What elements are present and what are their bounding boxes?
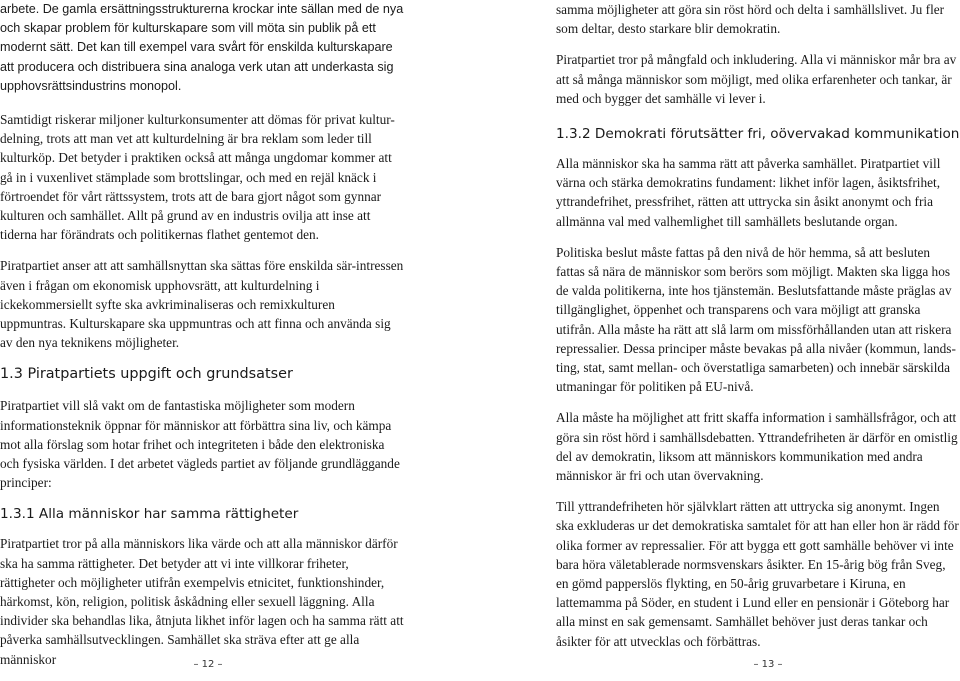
left-page <box>0 0 404 681</box>
left-paragraph-1: arbete. De gamla ersättningsstrukturerna krockar inte sällan med de nya och skapar problem för kulturskapare som vill möta sin publik på ett modernt sätt. Det kan till exempel vara svårt för enskilda kulturskapare att producera och distribuera sina analoga verk utan att underkasta sig upphovsrättsindustrins monopol. <box>0 2 404 93</box>
right-paragraph-2: Piratpartiet tror på mångfald och inkludering. Alla vi människor mår bra av att så många människor som möjligt, med olika erfarenheter och tankar, är med och bygger det samhälle vi lever i. <box>556 52 957 106</box>
right-paragraph-1: samma möjligheter att göra sin röst hörd och delta i samhällslivet. Ju fler som deltar, desto starkare blir demokratin. <box>556 2 945 37</box>
left-paragraph-2 <box>0 110 404 244</box>
page-number-right: – 13 – <box>753 659 783 670</box>
section-heading-1-3: 1.3 Piratpartiets uppgift och grundsatser <box>0 366 293 383</box>
left-paragraph-2b: Det betyder i praktiken också att många ungdomar kommer att gå in i vuxenlivet stämplade som brottslingar, och med en rejäl knäck i förtroendet för vårt rättssystem, trots att de bara gjort något som gynnar kulturen och samhället. Allt på grund av en industris ovilja att inse att tiderna har förändrats och politikernas flathet gentemot den. <box>0 150 392 243</box>
left-paragraph-4: Piratpartiet vill slå vakt om de fantastiska möjligheter som modern informationsteknik öppnar för människor att förbättra sina liv, och kämpa mot alla förslag som hotar frihet och integriteten i både den elektroniska och fysiska världen. I det arbetet vägleds partiet av följande grundläggande principer: <box>0 398 400 491</box>
right-page <box>556 0 960 663</box>
right-paragraph-5: Alla måste ha möjlighet att fritt skaffa information i samhällsfrågor, och att göra sin röst hörd i samhällsdebatten. Yttrandefriheten är därför en omistlig del av demokratin, liksom att människors kommunikation med andra människor är fri och utan övervakning. <box>556 410 958 484</box>
right-paragraph-3: Alla människor ska ha samma rätt att påverka samhället. Piratpartiet vill värna och stärka demokratins fundament: likhet inför lagen, åsiktsfrihet, yttrandefrihet, pressfrihet, rätten att uttrycka sin åsikt anonymt och fria allmänna val med valhemlighet till samhällets beslutande organ. <box>556 156 941 229</box>
section-heading-1-3-1: 1.3.1 Alla människor har samma rättigheter <box>0 506 299 523</box>
right-paragraph-6: Till yttrandefriheten hör självklart rätten att uttrycka sig anonymt. Ingen ska exkluderas ur det demokratiska samtalet för att han eller hon är rädd för olika former av repressalier. För att bygga ett gott samhälle behöver vi inte bara höra väletablerade normsvenskars åsikter. En 15-årig bög från Sveg, en gömd papperslös flykting, en 50-årig gruvarbetare i Kiruna, en lattemamma på Söder, en student i Lund eller en pensionär i Göteborg har alla minst en sak gemensamt. Samhället behöver just deras tankar och åsikter för att utvecklas och förbättras. <box>556 499 959 649</box>
page-number-left: – 12 – <box>193 659 223 670</box>
section-heading-1-3-2: 1.3.2 Demokrati förutsätter fri, oövervakad kommunikation <box>556 126 960 143</box>
left-paragraph-2a: Samtidigt riskerar miljoner kulturkonsumenter att dömas för privat kultur-delning, trots att man vet att kulturdelning är bra reklam som leder till kulturköp. <box>0 112 395 166</box>
left-paragraph-3: Piratpartiet anser att att samhällsnyttan ska sättas före enskilda sär-intressen även i frågan om ekonomisk upphovsrätt, att kulturdelning i ickekommersiellt syfte ska avkriminaliseras och remixkulturen uppmuntras. Kulturskapare ska uppmuntras och att finna och använda sig av den nya teknikens möjligheter. <box>0 258 404 351</box>
left-paragraph-5: Piratpartiet tror på alla människors lika värde och att alla människor därför ska ha samma rättigheter. Det betyder att vi inte villkorar friheter, rättigheter och möjligheter utifrån exempelvis etnicitet, funktionshinder, härkomst, kön, religion, politisk åskådning eller sexuell läggning. Alla individer ska behandlas lika, åtnjuta likhet inför lagen och ha samma rätt att påverka samhällsutvecklingen. Samhället ska sträva efter att ge alla människor <box>0 536 404 667</box>
right-paragraph-4: Politiska beslut måste fattas på den nivå de hör hemma, så att besluten fattas så nära de människor som berörs som möjligt. Makten ska ligga hos de valda politikerna, inte hos tjänstemän. Beslutsfattande måste präglas av tillgänglighet, öppenhet och transparens och vara möjligt att granska utifrån. Alla måste ha rätt att slå larm om missförhållanden utan att riskera repressalier. Dessa principer måste bevakas på alla nivåer (kommun, lands-ting, stat, samt mellan- och överstatliga samarbeten) och innebär särskilda utmaningar för politiken på EU-nivå. <box>556 244 956 395</box>
